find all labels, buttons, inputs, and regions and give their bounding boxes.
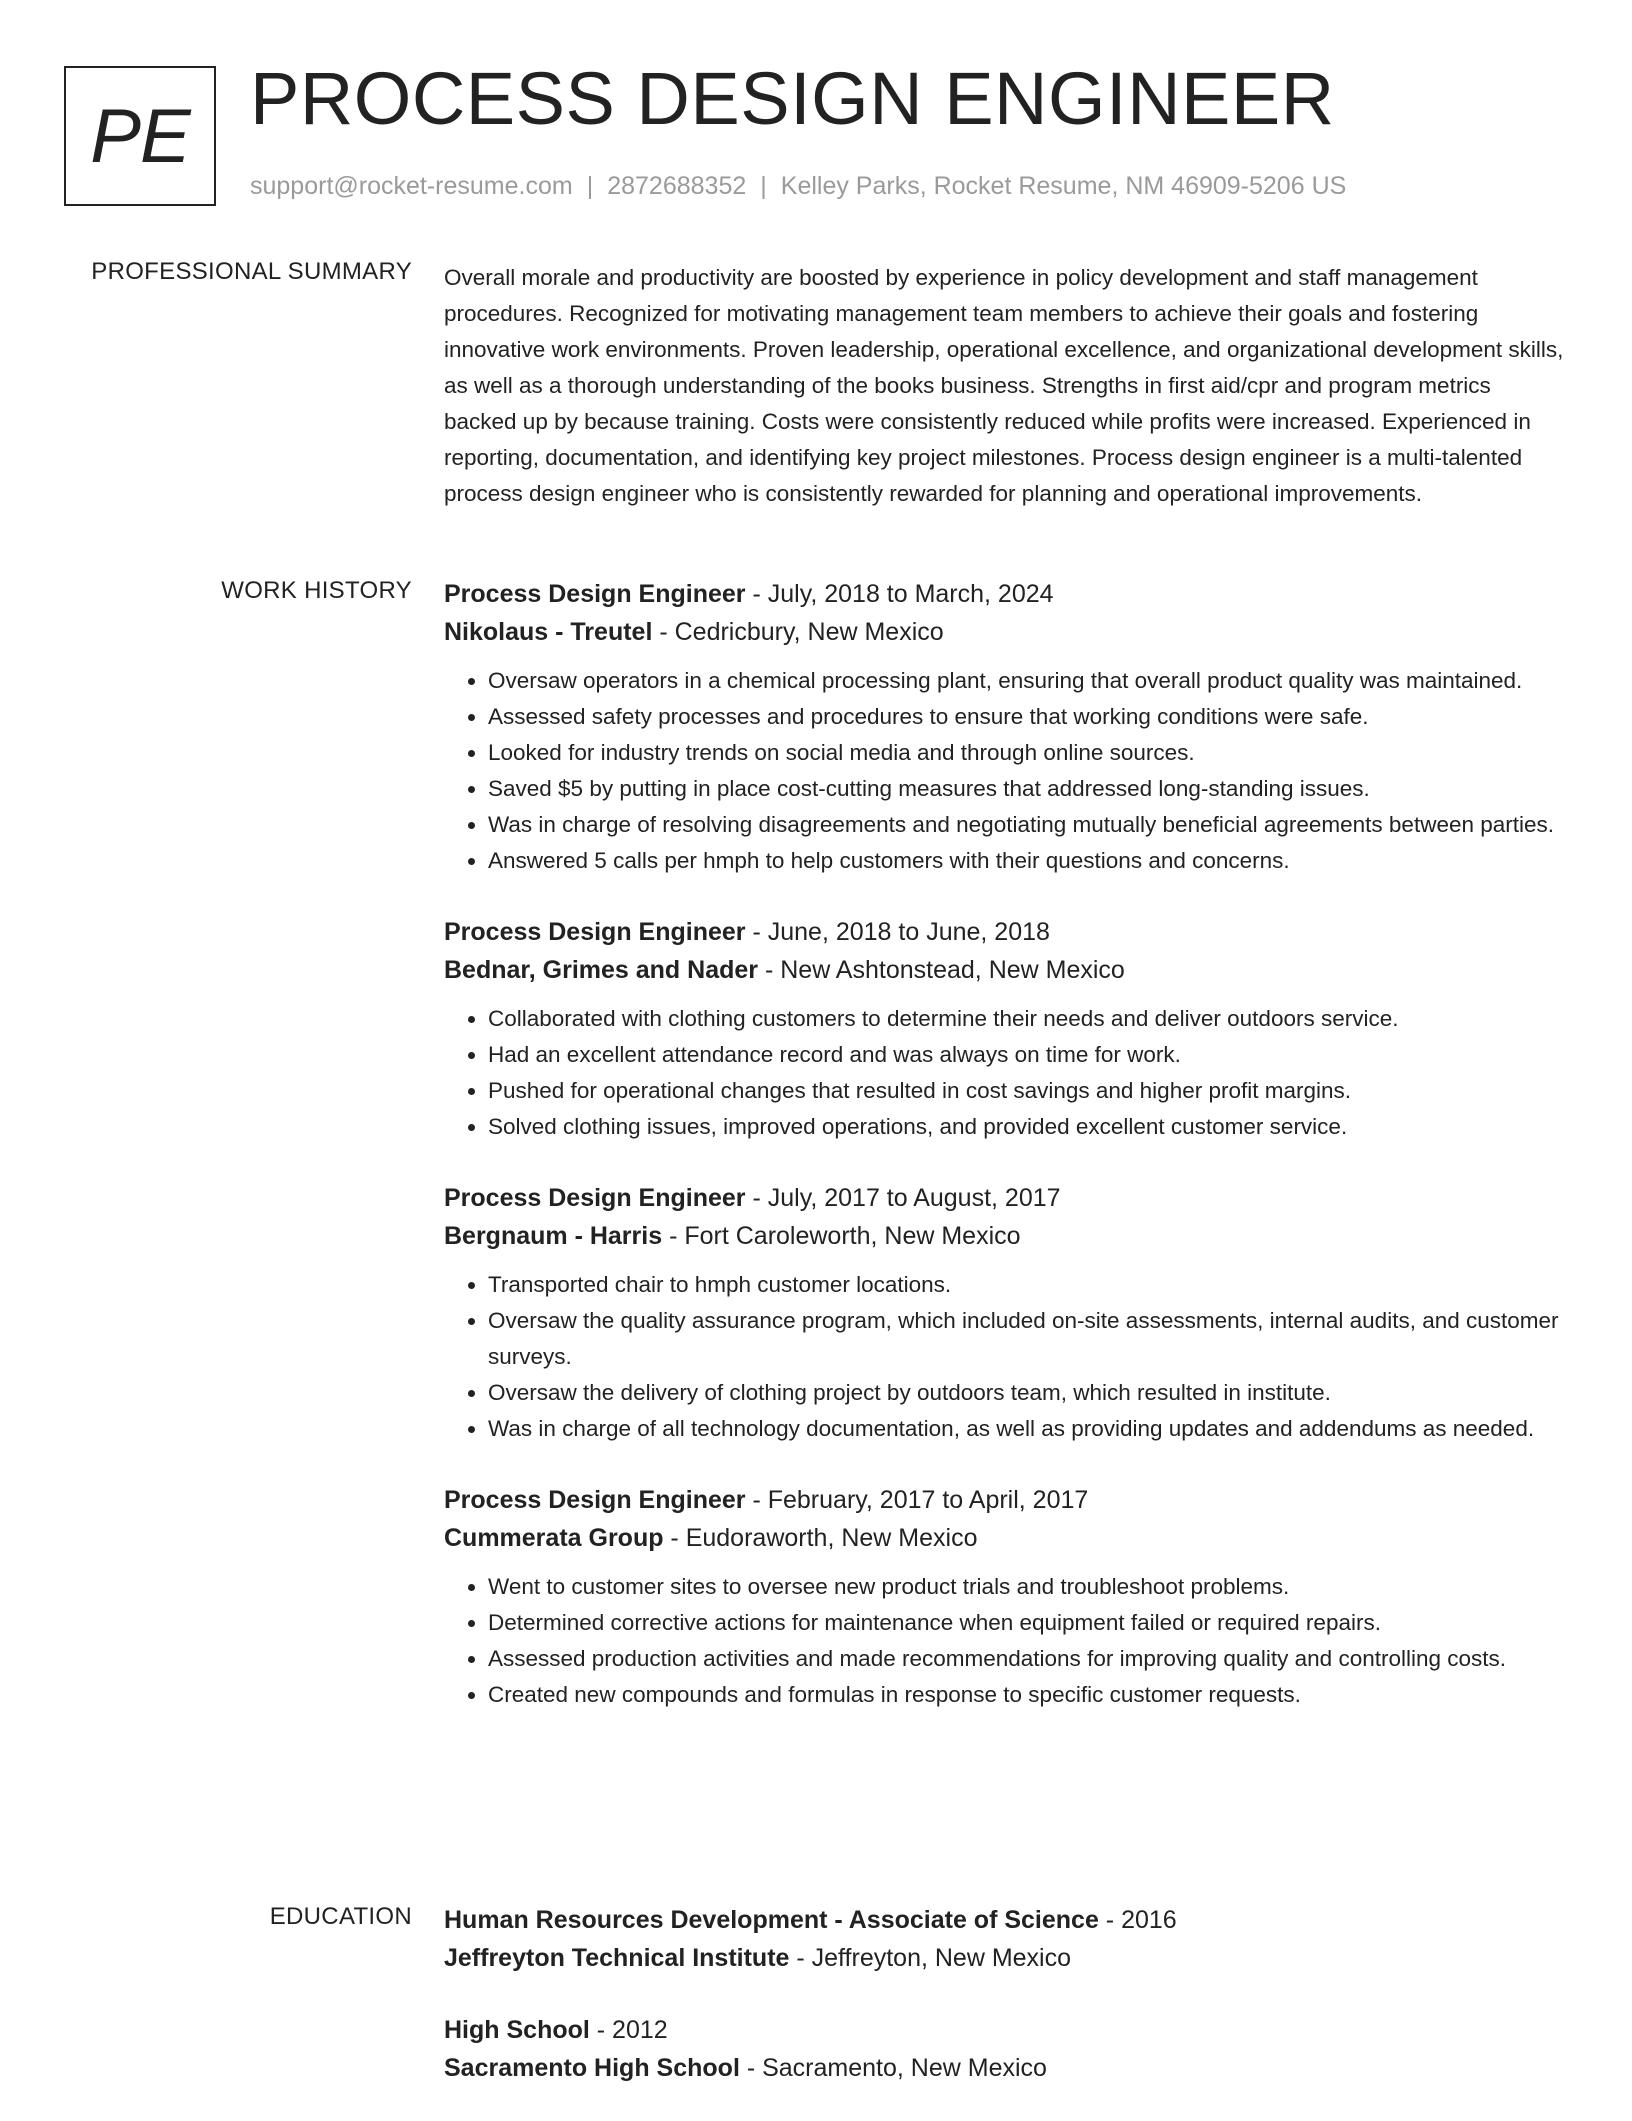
- job-location: - New Ashtonstead, New Mexico: [758, 956, 1125, 984]
- education-school: Jeffreyton Technical Institute: [444, 1944, 790, 1972]
- job-location: - Eudoraworth, New Mexico: [663, 1524, 978, 1552]
- job-bullet: • Went to customer sites to oversee new product trials and troubleshoot problems.: [488, 1569, 1564, 1605]
- job-bullet: • Had an excellent attendance record and was always on time for work.: [488, 1037, 1564, 1073]
- job-company: Cummerata Group: [444, 1524, 664, 1552]
- job-title-line: [444, 1481, 1564, 1519]
- job-dates: - February, 2017 to April, 2017: [745, 1486, 1089, 1514]
- education-degree-line: [444, 1901, 1564, 1939]
- job-location: - Cedricbury, New Mexico: [652, 618, 944, 646]
- job-company: Bednar, Grimes and Nader: [444, 956, 759, 984]
- job-dates: - July, 2017 to August, 2017: [745, 1184, 1061, 1212]
- education-degree-line: [444, 2011, 1564, 2049]
- job-bullets: [444, 1569, 1564, 1713]
- summary-text: Overall morale and productivity are boosted by experience in policy development and staff management procedures. Recognized for motivating management team members to achieve their goals and fostering innovative work environments. Proven leadership, operational excellence, and organizational development skills, as well as a thorough understanding of the books business. Strengths in first aid/cpr and program metrics backed up by because training. Costs were consistently reduced while profits were increased. Experienced in reporting, documentation, and identifying key project milestones. Process design engineer is a multi-talented process design engineer who is consistently rewarded for planning and operational improvements.: [444, 265, 1564, 506]
- job-bullet: • Solved clothing issues, improved operations, and provided excellent customer service.: [488, 1109, 1564, 1145]
- job-company-line: [444, 1217, 1564, 1255]
- job-dates: - July, 2018 to March, 2024: [745, 580, 1054, 608]
- education-year: - 2016: [1098, 1906, 1177, 1934]
- job-bullet: • Answered 5 calls per hmph to help customers with their questions and concerns.: [488, 843, 1564, 879]
- job-bullet: • Oversaw operators in a chemical processing plant, ensuring that overall product quality was maintained.: [488, 663, 1564, 699]
- education-entry: [444, 1901, 1564, 1977]
- job-title-line: [444, 1179, 1564, 1217]
- job-bullet: • Saved $5 by putting in place cost-cutting measures that addressed long-standing issues.: [488, 771, 1564, 807]
- contact-line: [250, 172, 1346, 201]
- job-title: Process Design Engineer: [444, 918, 746, 946]
- job-bullet: • Transported chair to hmph customer locations.: [488, 1267, 1564, 1303]
- job-title-line: [444, 575, 1564, 613]
- education-school: Sacramento High School: [444, 2054, 740, 2082]
- job-title: Process Design Engineer: [444, 580, 746, 608]
- contact-email[interactable]: support@rocket-resume.com: [250, 172, 573, 200]
- job-bullet: • Was in charge of resolving disagreements and negotiating mutually beneficial agreements between parties.: [488, 807, 1564, 843]
- job-company-line: [444, 1519, 1564, 1557]
- job-company-line: [444, 951, 1564, 989]
- job-title: Process Design Engineer: [444, 1486, 746, 1514]
- job-bullets: [444, 1001, 1564, 1145]
- contact-phone[interactable]: 2872688352: [607, 172, 747, 200]
- monogram-text: PE: [90, 93, 190, 179]
- job-bullet: • Collaborated with clothing customers to determine their needs and deliver outdoors service.: [488, 1001, 1564, 1037]
- education-location: - Sacramento, New Mexico: [739, 2054, 1047, 2082]
- job-bullet: • Looked for industry trends on social media and through online sources.: [488, 735, 1564, 771]
- job-bullet: • Was in charge of all technology documentation, as well as providing updates and addendums as needed.: [488, 1411, 1564, 1447]
- job-bullet: • Assessed safety processes and procedures to ensure that working conditions were safe.: [488, 699, 1564, 735]
- education-degree: Human Resources Development - Associate of Science: [444, 1906, 1099, 1934]
- education-list: [444, 1901, 1564, 2121]
- education-degree: High School: [444, 2016, 590, 2044]
- section-label-education: EDUCATION: [269, 1903, 412, 1930]
- job-title: Process Design Engineer: [444, 1184, 746, 1212]
- job-bullet: • Assessed production activities and made recommendations for improving quality and controlling costs.: [488, 1641, 1564, 1677]
- job-entry: [444, 575, 1564, 879]
- job-bullet: • Oversaw the delivery of clothing project by outdoors team, which resulted in institute.: [488, 1375, 1564, 1411]
- job-company-line: [444, 613, 1564, 651]
- contact-separator: |: [760, 172, 767, 200]
- job-company: Bergnaum - Harris: [444, 1222, 663, 1250]
- job-location: - Fort Caroleworth, New Mexico: [662, 1222, 1021, 1250]
- contact-separator: |: [586, 172, 594, 200]
- work-history-list: [444, 575, 1564, 1747]
- contact-address: Kelley Parks, Rocket Resume, NM 46909-5206 US: [780, 172, 1347, 200]
- education-year: - 2012: [589, 2016, 668, 2044]
- job-company: Nikolaus - Treutel: [444, 618, 653, 646]
- job-bullets: [444, 1267, 1564, 1447]
- job-bullet: • Determined corrective actions for maintenance when equipment failed or required repairs.: [488, 1605, 1564, 1641]
- education-school-line: [444, 1939, 1564, 1977]
- job-bullet: • Pushed for operational changes that resulted in cost savings and higher profit margins.: [488, 1073, 1564, 1109]
- section-label-work-history: WORK HISTORY: [221, 577, 412, 604]
- resume-title: PROCESS DESIGN ENGINEER: [250, 57, 1335, 140]
- job-bullet: • Oversaw the quality assurance program, which included on-site assessments, internal audits, and customer surveys.: [488, 1303, 1564, 1375]
- job-dates: - June, 2018 to June, 2018: [745, 918, 1050, 946]
- education-location: - Jeffreyton, New Mexico: [789, 1944, 1072, 1972]
- job-entry: [444, 1179, 1564, 1447]
- education-school-line: [444, 2049, 1564, 2087]
- section-label-summary: PROFESSIONAL SUMMARY: [91, 258, 412, 285]
- education-entry: [444, 2011, 1564, 2087]
- job-bullet: • Created new compounds and formulas in response to specific customer requests.: [488, 1677, 1564, 1713]
- job-bullets: [444, 663, 1564, 879]
- monogram-badge: [64, 66, 216, 206]
- job-entry: [444, 1481, 1564, 1713]
- job-entry: [444, 913, 1564, 1145]
- job-title-line: [444, 913, 1564, 951]
